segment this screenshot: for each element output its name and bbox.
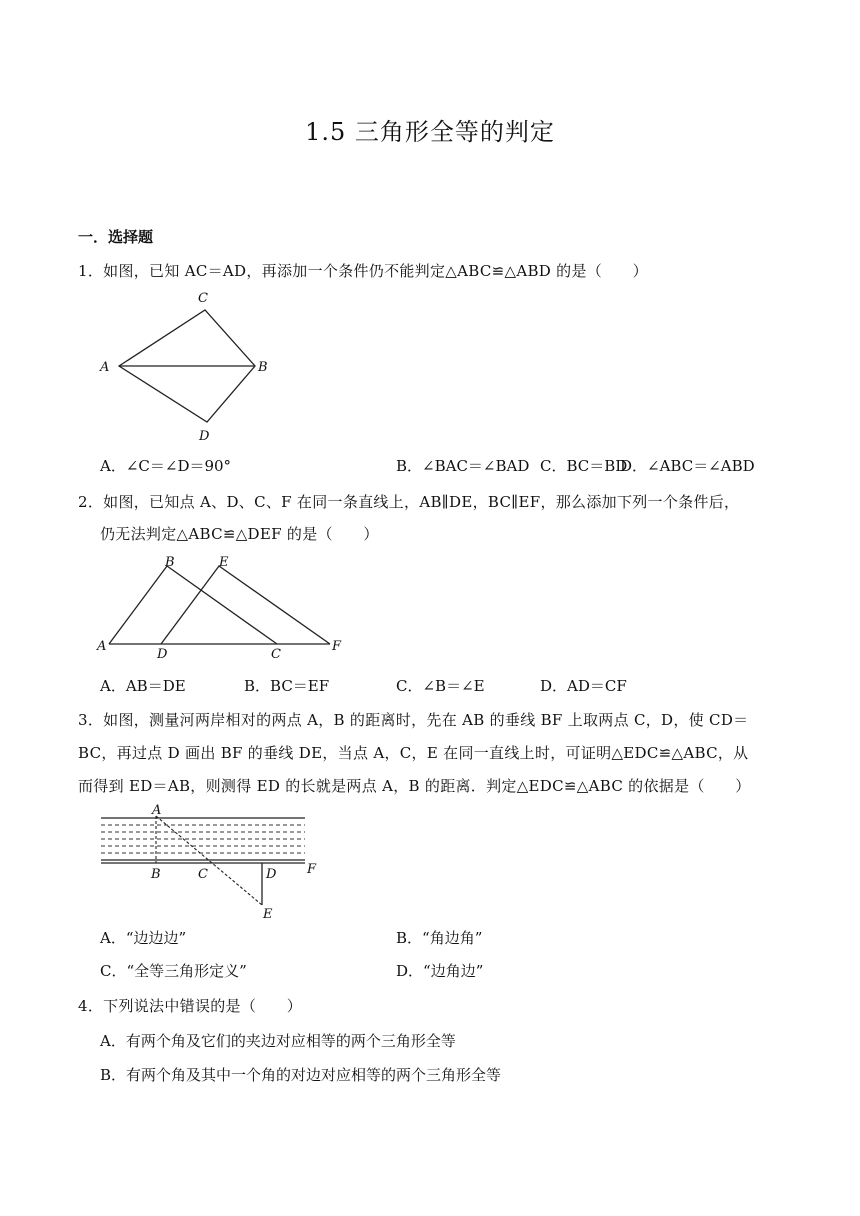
q3-figure (95, 802, 335, 920)
q3-label-b: B (151, 867, 161, 882)
q2-triangle-abc (109, 566, 277, 644)
page-title: 1.5 三角形全等的判定 (305, 118, 555, 146)
q3-option-b: B．“角边角” (396, 929, 483, 947)
q3-label-e: E (263, 907, 273, 922)
q3-option-a: A．“边边边” (100, 929, 187, 947)
q1-option-b: B．∠BAC＝∠BAD (396, 457, 530, 475)
q1-option-c: C．BC＝BD (540, 457, 628, 475)
q4-stem: 4．下列说法中错误的是（ ） (78, 997, 303, 1015)
q2-triangle-def (161, 566, 330, 644)
q3-option-c: C．“全等三角形定义” (100, 962, 247, 980)
q2-label-e: E (219, 555, 229, 570)
q3-label-a: A (152, 803, 162, 818)
q3-label-d: D (266, 867, 277, 882)
q1-label-b: B (258, 360, 268, 375)
q4-option-a: A．有两个角及它们的夹边对应相等的两个三角形全等 (100, 1032, 456, 1050)
q3-stem-line1: 3．如图，测量河两岸相对的两点 A，B 的距离时，先在 AB 的垂线 BF 上取两点 C，D，使 CD＝ (78, 711, 749, 729)
q2-option-d: D．AD＝CF (540, 677, 627, 695)
q2-figure (95, 554, 355, 664)
q2-label-f: F (332, 639, 342, 654)
q3-label-f: F (307, 862, 317, 877)
q2-label-c: C (271, 647, 281, 662)
q2-option-b: B．BC＝EF (244, 677, 330, 695)
q1-label-a: A (100, 360, 110, 375)
q1-figure (95, 288, 285, 448)
q3-option-d: D．“边角边” (396, 962, 484, 980)
q2-label-b: B (165, 555, 175, 570)
q1-stem: 1．如图，已知 AC＝AD，再添加一个条件仍不能判定△ABC≌△ABD 的是（ ） (78, 262, 648, 280)
q2-stem-line2: 仍无法判定△ABC≌△DEF 的是（ ） (100, 525, 379, 543)
q1-option-d: D．∠ABC＝∠ABD (620, 457, 755, 475)
q3-label-c: C (198, 867, 208, 882)
q1-option-a: A．∠C＝∠D＝90° (100, 457, 232, 475)
q4-option-b: B．有两个角及其中一个角的对边对应相等的两个三角形全等 (100, 1066, 502, 1084)
q2-label-a: A (97, 639, 107, 654)
q2-stem-line1: 2．如图，已知点 A、D、C、F 在同一条直线上，AB∥DE，BC∥EF，那么添加下列一个条件后， (78, 493, 740, 511)
section-heading: 一．选择题 (78, 228, 154, 246)
q2-option-c: C．∠B＝∠E (396, 677, 485, 695)
q3-stem-line2: BC，再过点 D 画出 BF 的垂线 DE，当点 A，C，E 在同一直线上时，可证明△EDC≌△ABC，从 (78, 744, 749, 762)
q1-label-c: C (198, 291, 208, 306)
q3-stem-line3: 而得到 ED＝AB，则测得 ED 的长就是两点 A，B 的距离．判定△EDC≌△ABC 的依据是（ ） (78, 777, 751, 795)
q2-label-d: D (157, 647, 168, 662)
q1-label-d: D (199, 429, 210, 444)
q2-option-a: A．AB＝DE (100, 677, 186, 695)
